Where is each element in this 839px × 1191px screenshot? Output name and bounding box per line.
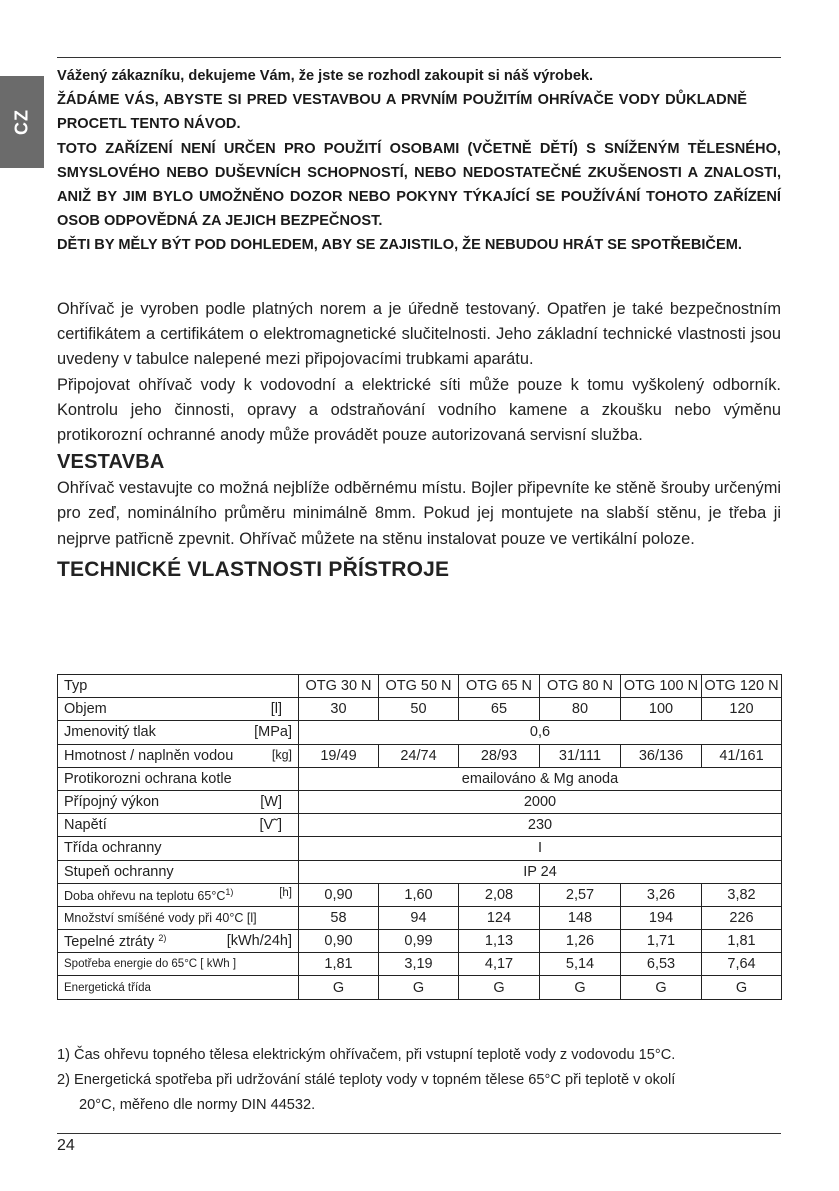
table-row-hmotnost xyxy=(58,744,782,767)
table-cell: 2,08 xyxy=(459,883,540,906)
section-heading-technical: TECHNICKÉ VLASTNOSTI PŘÍSTROJE xyxy=(57,557,450,581)
row-label xyxy=(58,698,299,721)
table-cell: G xyxy=(540,976,621,999)
table-cell: 1,60 xyxy=(379,883,459,906)
table-cell: OTG 65 N xyxy=(459,675,540,698)
table-cell: 1,71 xyxy=(621,930,702,953)
technical-spec-table xyxy=(57,674,782,1000)
table-cell: OTG 100 N xyxy=(621,675,702,698)
row-label xyxy=(58,860,299,883)
label-text xyxy=(64,933,166,950)
table-cell: 36/136 xyxy=(621,744,702,767)
table-row-energ xyxy=(58,976,782,999)
table-cell: 7,64 xyxy=(702,953,782,976)
table-row-tlak xyxy=(58,721,782,744)
table-cell: 1,81 xyxy=(702,930,782,953)
unit-text: [h] xyxy=(279,886,292,899)
top-rule xyxy=(57,57,781,58)
label-text: Objem xyxy=(64,701,107,718)
table-cell: 230 xyxy=(299,814,782,837)
manual-body xyxy=(57,297,781,584)
table-cell: 65 xyxy=(459,698,540,721)
table-cell: 124 xyxy=(459,906,540,929)
table-row-mnozstvi xyxy=(58,906,782,929)
table-row-napeti xyxy=(58,814,782,837)
unit-text: [kg] xyxy=(271,747,292,762)
table-row-stupen xyxy=(58,860,782,883)
row-label xyxy=(58,883,299,906)
language-tab xyxy=(0,76,44,168)
table-row-spotreba xyxy=(58,953,782,976)
unit-text: [W] xyxy=(260,794,282,811)
label-text: Třída ochranny xyxy=(64,840,162,857)
table-cell: emailováno & Mg anoda xyxy=(299,767,782,790)
table-cell: 0,90 xyxy=(299,883,379,906)
table-row-vykon xyxy=(58,790,782,813)
unit-text: [MPa] xyxy=(254,724,292,741)
footnote-2-continued: 20°C, měřeno dle normy DIN 44532. xyxy=(79,1097,316,1113)
safety-notice xyxy=(57,64,781,258)
table-cell: G xyxy=(459,976,540,999)
table-cell: 226 xyxy=(702,906,782,929)
table-cell: G xyxy=(299,976,379,999)
label-text: Energetická třída xyxy=(64,981,151,994)
table-cell: 94 xyxy=(379,906,459,929)
row-label xyxy=(58,906,299,929)
label-text: Protikorozni ochrana kotle xyxy=(64,770,232,787)
table-cell: 0,99 xyxy=(379,930,459,953)
row-label xyxy=(58,790,299,813)
table-cell: 6,53 xyxy=(621,953,702,976)
label-text: Napětí xyxy=(64,817,107,834)
footnote-ref: 1) xyxy=(225,886,234,897)
row-label xyxy=(58,744,299,767)
table-cell: 2000 xyxy=(299,790,782,813)
label-text: Hmotnost / naplněn vodou xyxy=(64,747,234,764)
table-cell: G xyxy=(702,976,782,999)
table-row-doba xyxy=(58,883,782,906)
row-label xyxy=(58,953,299,976)
vestavba-paragraph: Ohřívač vestavujte co možná nejblíže odběrnému místu. Bojler připevníte ke stěně šrouby určenými pro zeď, nominálního průměru minimálně 8mm. Pokud jej montujete na slabší stěnu, je třeba ji nejprve patřicně zpevnit. Ohřívač můžete na stěnu instalovat pouze ve vertikální poloze. xyxy=(57,479,781,548)
language-tab-label: CZ xyxy=(11,109,32,135)
page-number: 24 xyxy=(57,1137,75,1154)
table-cell: 194 xyxy=(621,906,702,929)
label-text xyxy=(64,887,233,903)
table-cell: 2,57 xyxy=(540,883,621,906)
table-cell: 5,14 xyxy=(540,953,621,976)
footnote-2: 2) Energetická spotřeba při udržování stálé teploty vody v topném tělese 65°C při teplotě v okolí xyxy=(57,1072,676,1088)
row-label xyxy=(58,767,299,790)
notice-children: DĚTI BY MĚLY BÝT POD DOHLEDEM, ABY SE ZAJISTILO, ŽE NEBUDOU HRÁT SE SPOTŘEBIČEM. xyxy=(57,237,742,254)
unit-text: [l] xyxy=(270,701,282,718)
label-text: Spotřeba energie do 65°C [ kWh ] xyxy=(64,958,237,971)
table-cell: 4,17 xyxy=(459,953,540,976)
table-cell: I xyxy=(299,837,782,860)
table-cell: 41/161 xyxy=(702,744,782,767)
table-cell: G xyxy=(379,976,459,999)
row-label xyxy=(58,675,299,698)
table-cell: 3,82 xyxy=(702,883,782,906)
table-cell: 0,6 xyxy=(299,721,782,744)
table-cell: OTG 80 N xyxy=(540,675,621,698)
table-cell: 24/74 xyxy=(379,744,459,767)
table-cell: 30 xyxy=(299,698,379,721)
notice-restriction: TOTO ZAŘÍZENÍ NENÍ URČEN PRO POUŽITÍ OSOBAMI (VČETNĚ DĚTÍ) S SNÍŽENÝM TĚLESNÉHO, SMYSLOVÉHO NEBO DUŠEVNÍCH SCHOPNOSTÍ, NEBO NEDOSTATEČNÉ ZKUŠENOSTI A ZNALOSTI, ANIŽ BY JIM BYLO UMOŽNĚNO DOZOR NEBO POKYNY TÝKAJÍCÍ SE POUŽÍVÁNÍ TOHOTO ZAŘÍZENÍ OSOB ODPOVĚDNÁ ZA JEJICH BEZPEČNOST. xyxy=(57,140,781,230)
table-cell: 31/111 xyxy=(540,744,621,767)
table-cell: 0,90 xyxy=(299,930,379,953)
notice-read-manual: ŽÁDÁME VÁS, ABYSTE SI PRED VESTAVBOU A PRVNÍM POUŽITÍM OHRÍVAČE VODY DŮKLADNĚ PROCETL TENTO NÁVOD. xyxy=(57,92,747,133)
footnote-ref: 2) xyxy=(158,932,167,943)
table-cell: IP 24 xyxy=(299,860,782,883)
table-cell: 28/93 xyxy=(459,744,540,767)
section-heading-vestavba: VESTAVBA xyxy=(57,451,165,474)
label-text: Jmenovitý tlak xyxy=(64,724,156,741)
row-label xyxy=(58,930,299,953)
unit-text: [V˜] xyxy=(259,817,282,834)
label-main: Doba ohřevu na teplotu 65°C xyxy=(64,888,226,903)
label-text: Typ xyxy=(64,678,88,695)
table-cell: 1,13 xyxy=(459,930,540,953)
table-cell: OTG 120 N xyxy=(702,675,782,698)
intro-paragraph-1: Ohřívač je vyroben podle platných norem a je úředně testovaný. Opatřen je také bezpečnostním certifikátem a certifikátem o elektromagnetické slučitelnosti. Jeho základní technické vlastnosti jsou uvedeny v tabulce nalepené mezi připojovacími trubkami aparátu. xyxy=(57,300,781,369)
notice-greeting: Vážený zákazníku, dekujeme Vám, že jste se rozhodl zakoupit si náš výrobek. xyxy=(57,68,594,84)
table-cell: 120 xyxy=(702,698,782,721)
row-label xyxy=(58,721,299,744)
label-main: Tepelné ztráty xyxy=(64,933,155,950)
table-row-trida xyxy=(58,837,782,860)
table-cell: 19/49 xyxy=(299,744,379,767)
table-row-typ xyxy=(58,675,782,698)
bottom-rule xyxy=(57,1133,781,1134)
intro-paragraph-2: Připojovat ohřívač vody k vodovodní a elektrické síti může pouze k tomu vyškolený odborník. Kontrolu jeho činnosti, opravy a odstraňování vodního kamene a zkoušku nebo výměnu protikorozní ochranné anody může provádět pouze autorizovaná servisní služba. xyxy=(57,375,781,445)
table-footnotes xyxy=(57,1043,787,1118)
unit-text: [kWh/24h] xyxy=(226,932,292,949)
row-label xyxy=(58,837,299,860)
label-text: Stupeň ochranny xyxy=(64,863,174,880)
table-row-ochrana xyxy=(58,767,782,790)
table-cell: 1,26 xyxy=(540,930,621,953)
table-cell: 3,26 xyxy=(621,883,702,906)
table-cell: 80 xyxy=(540,698,621,721)
table-cell: OTG 50 N xyxy=(379,675,459,698)
table-row-ztraty xyxy=(58,930,782,953)
table-cell: 58 xyxy=(299,906,379,929)
table-row-objem xyxy=(58,698,782,721)
label-text: Přípojný výkon xyxy=(64,794,160,811)
table-cell: 1,81 xyxy=(299,953,379,976)
footnote-1: 1) Čas ohřevu topného tělesa elektrickým ohřívačem, při vstupní teplotě vody z vodovodu 15°C. xyxy=(57,1047,676,1063)
row-label xyxy=(58,976,299,999)
row-label xyxy=(58,814,299,837)
table-cell: G xyxy=(621,976,702,999)
label-text: Množství smíšéné vody při 40°C [l] xyxy=(64,910,257,925)
table-cell: OTG 30 N xyxy=(299,675,379,698)
table-cell: 100 xyxy=(621,698,702,721)
table-cell: 148 xyxy=(540,906,621,929)
table-cell: 50 xyxy=(379,698,459,721)
table-cell: 3,19 xyxy=(379,953,459,976)
